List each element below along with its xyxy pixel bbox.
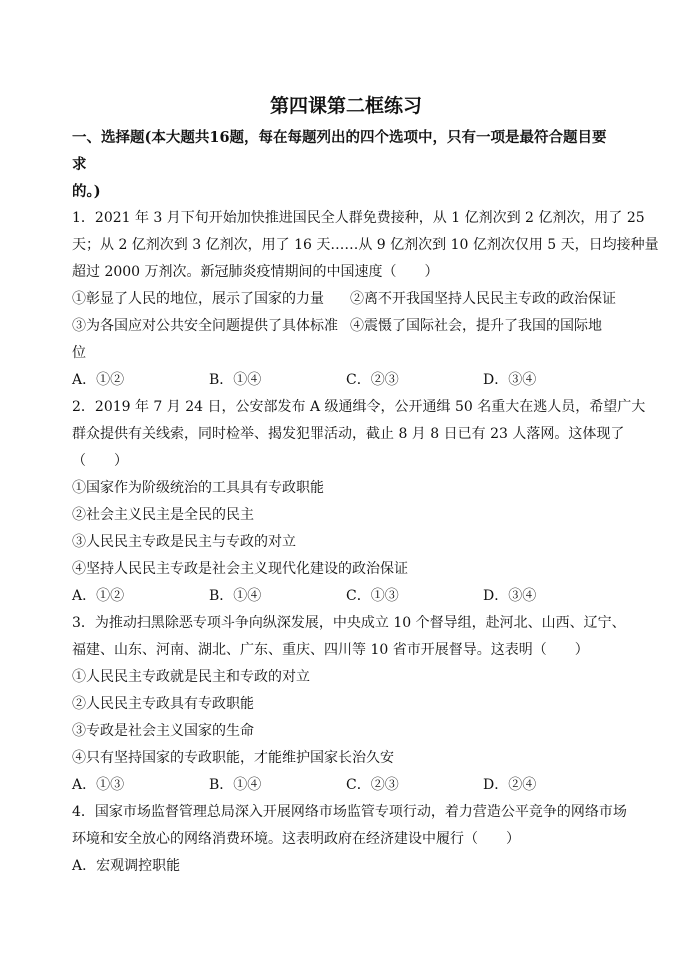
question-2-stem-line: 2．2019 年 7 月 24 日，公安部发布 A 级通缉令，公开通缉 50 名重大在逃人员，希望广大 [72, 399, 646, 415]
question-2-option-a[interactable]: A．①② [72, 588, 125, 604]
question-1-statement-1: ①彰显了人民的地位，展示了国家的力量 [72, 291, 324, 307]
question-3 [72, 610, 626, 799]
question-2 [72, 394, 646, 610]
question-4-option-a[interactable]: A．宏观调控职能 [72, 858, 181, 874]
section-header-line-2: 的。) [72, 183, 101, 200]
question-2-statement-1: ①国家作为阶级统治的工具具有专政职能 [72, 480, 324, 496]
section-header-line-1: 一、选择题(本大题共16题，每在每题列出的四个选项中，只有一项是最符合题目要求 [72, 129, 607, 173]
question-1-option-a[interactable]: A．①② [72, 372, 125, 388]
question-3-option-d[interactable]: D．②④ [483, 777, 537, 793]
question-2-stem-line: （ ） [72, 453, 128, 469]
question-1-options [72, 367, 620, 394]
question-1-statement-3: ③为各国应对公共安全问题提供了具体标准 [72, 318, 338, 334]
question-1-stem-line: 天；从 2 亿剂次到 3 亿剂次，用了 16 天……从 9 亿剂次到 10 亿剂次仅用 5 天，日均接种量 [72, 237, 659, 253]
question-3-stem-line: 3．为推动扫黑除恶专项斗争向纵深发展，中央成立 10 个督导组，赴河北、山西、辽宁、 [72, 615, 626, 631]
question-4-stem-line: 环境和安全放心的网络消费环境。这表明政府在经济建设中履行（ ） [72, 831, 520, 847]
question-1-statements-row [72, 286, 620, 313]
question-1 [72, 205, 659, 394]
question-4 [72, 799, 627, 880]
question-3-option-a[interactable]: A．①③ [72, 777, 125, 793]
question-3-option-b[interactable]: B．①④ [209, 777, 262, 793]
document-page [72, 92, 659, 880]
question-1-statement-2: ②离不开我国坚持人民民主专政的政治保证 [350, 291, 616, 307]
question-2-statement-3: ③人民民主专政是民主与专政的对立 [72, 534, 296, 550]
question-1-option-d[interactable]: D．③④ [483, 372, 537, 388]
question-3-statement-2: ②人民民主专政具有专政职能 [72, 696, 254, 712]
question-3-options [72, 772, 620, 799]
question-3-stem-line: 福建、山东、河南、湖北、广东、重庆、四川等 10 省市开展督导。这表明（ ） [72, 642, 589, 658]
question-1-statement-4: ④震慑了国际社会，提升了我国的国际地 [350, 318, 602, 334]
question-3-statement-1: ①人民民主专政就是民主和专政的对立 [72, 669, 310, 685]
question-2-option-c[interactable]: C．①③ [346, 588, 399, 604]
question-2-statement-4: ④坚持人民民主专政是社会主义现代化建设的政治保证 [72, 561, 408, 577]
question-2-stem-line: 群众提供有关线索，同时检举、揭发犯罪活动，截止 8 月 8 日已有 23 人落网。这体现了 [72, 426, 625, 442]
question-4-stem-line: 4．国家市场监督管理总局深入开展网络市场监管专项行动，着力营造公平竞争的网络市场 [72, 804, 627, 820]
question-3-statement-3: ③专政是社会主义国家的生命 [72, 723, 254, 739]
page-title: 第四课第二框练习 [269, 95, 422, 117]
question-3-statement-4: ④只有坚持国家的专政职能，才能维护国家长治久安 [72, 750, 394, 766]
question-1-statement-4-wrap: 位 [72, 345, 86, 361]
question-1-statements-row [72, 313, 620, 340]
question-3-option-c[interactable]: C．②③ [346, 777, 399, 793]
question-1-stem-line: 超过 2000 万剂次。新冠肺炎疫情期间的中国速度（ ） [72, 264, 439, 280]
question-1-option-b[interactable]: B．①④ [209, 372, 262, 388]
question-2-option-b[interactable]: B．①④ [209, 588, 262, 604]
question-2-statement-2: ②社会主义民主是全民的民主 [72, 507, 254, 523]
question-1-option-c[interactable]: C．②③ [346, 372, 399, 388]
question-2-options [72, 583, 620, 610]
question-2-option-d[interactable]: D．③④ [483, 588, 537, 604]
question-1-stem-line: 1．2021 年 3 月下旬开始加快推进国民全人群免费接种，从 1 亿剂次到 2 亿剂次，用了 25 [72, 210, 645, 226]
